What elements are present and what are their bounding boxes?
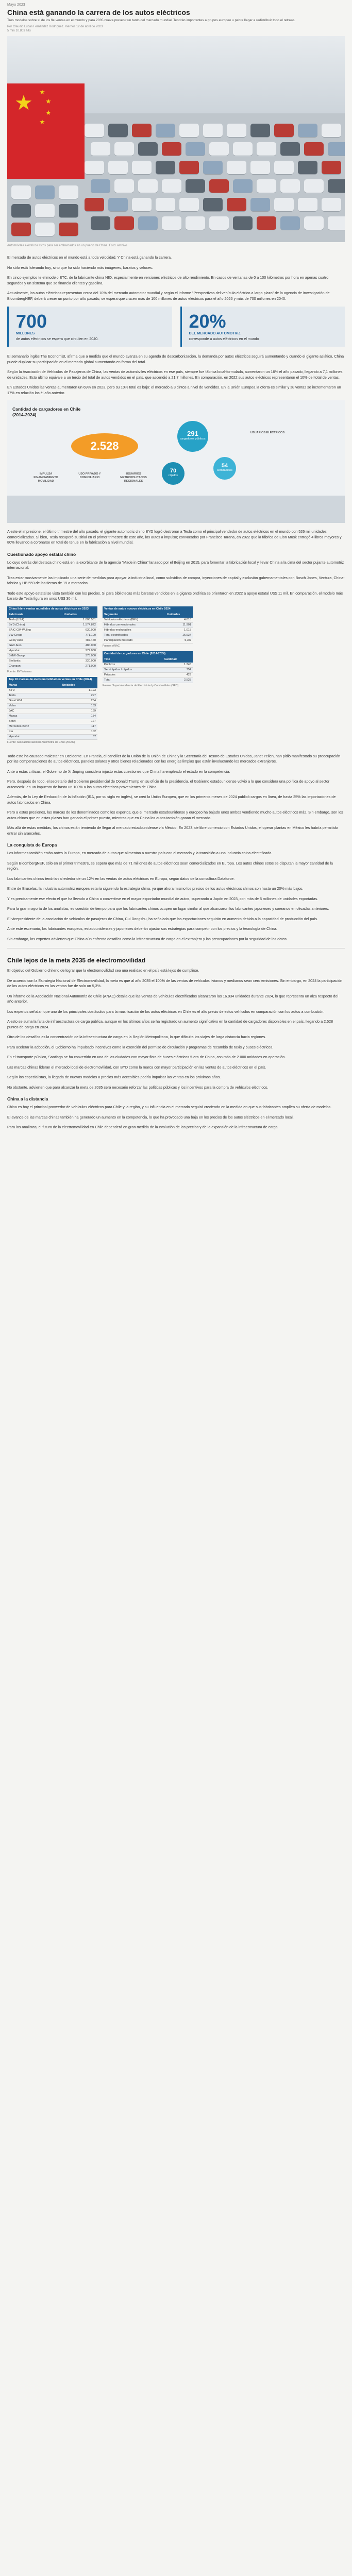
parked-car — [257, 142, 276, 156]
table-header: Unidades — [61, 683, 97, 688]
parked-car — [138, 179, 158, 193]
china-flag-graphic — [7, 83, 85, 179]
table-cell-value: 487.460 — [62, 638, 97, 643]
parked-car — [59, 185, 78, 199]
parked-car — [304, 142, 324, 156]
infographic-bubble — [162, 462, 185, 485]
paragraph: El mercado de autos eléctricos en el mundo está a toda velocidad. Y China está ganando la carrera. — [7, 255, 172, 260]
table-cell-value: 1.574.822 — [62, 622, 97, 628]
parked-car — [179, 161, 199, 174]
parked-car — [322, 198, 341, 211]
table-cell-label: Total electrificados — [103, 633, 165, 638]
table-row — [103, 622, 193, 628]
paragraph: Tras estar masivamente las implicado una serie de medidas para apoyar la industria local, como subsidios de compra, inyecciones de capital y exclusión gubernamentales con Bosch Jones, Ventura, China-fabrica y HB 559 de las tierras de 19 a mercados. — [7, 575, 345, 585]
table-row — [7, 628, 97, 633]
table-row — [103, 638, 193, 643]
bubble-value: 54 — [221, 463, 228, 469]
paragraph: Lo cuyo detrás del destaca chino está en la exorbitante de la agencia "Made in China" lanzado por el Beijing en 2015, para fomentar la fabricación local y llevar China a la cima del sector pujante automotriz internacional. — [7, 560, 344, 570]
table-cell-value: 1.015 — [165, 628, 193, 633]
infographic-legend-item: USUARIOS METROPOLITANOS REGIONALES — [120, 472, 147, 483]
table-cell-value: 16.934 — [165, 633, 193, 638]
table-row — [103, 663, 193, 668]
parked-car — [35, 223, 55, 236]
parked-car — [203, 124, 223, 137]
parked-car — [209, 216, 229, 230]
chargers-table — [103, 657, 193, 683]
table-header: Cantidad — [163, 657, 193, 663]
paragraph: No sólo está liderando hoy, sino que ha sido haciendo más imágenes, baratos y veloces. — [7, 265, 153, 270]
paragraph: Según la Asociación de Vehículos de Pasajeros de China, las ventas de automóviles eléctricos en ese país, siempre fue fábrica local-formulada, aumentaron un 16% el año pasado, llegando a 7,1 millones de unidades. Esto último equivale a un tercio del total de autos vendidos en el país, que ascendió a 21,7 millones. En comparación, en 2022 sus autos eléctricos representaron el 10% del total de ventas. — [7, 369, 343, 380]
paragraph: De acuerdo con la Estrategia Nacional de Electromovilidad, la meta es que al año 2035 el 100% de las ventas de vehículos livianos y medianos sean cero emisiones. Sin embargo, en 2024 la participación de los autos eléctricos en las ventas fue de solo un 5,3%. — [7, 978, 343, 988]
table-row — [103, 667, 193, 672]
section-heading: Cuestionado apoyo estatal chino — [7, 551, 76, 557]
flag-star-icon: ★ — [45, 97, 52, 105]
table-cell-value: 154 — [61, 714, 97, 719]
parked-car — [85, 161, 104, 174]
table-cell-value: 1.193 — [61, 688, 97, 693]
table-header: Unidades — [165, 612, 193, 618]
infographic-bubble — [177, 421, 208, 452]
paragraph: Para acelerar la adopción, el Gobierno ha impulsado incentivos como la exención del permiso de circulación y programas de recambio de taxis y buses eléctricos. — [7, 1044, 274, 1049]
paragraph: En el transporte público, Santiago se ha convertido en una de las ciudades con mayor flota de buses eléctricos fuera de China, con más de 2.000 unidades en operación. — [7, 1055, 286, 1059]
parked-car — [304, 216, 324, 230]
table-title: China lidera ventas mundiales de autos eléctricos en 2023 — [7, 606, 97, 612]
parked-car — [298, 161, 317, 174]
europa-section — [7, 851, 345, 942]
parked-car — [209, 179, 229, 193]
table-cell-label: VW Group — [7, 633, 62, 638]
table-cell-value: 117 — [61, 724, 97, 729]
stat-label: DEL MERCADO AUTOMOTRIZ — [189, 332, 241, 335]
table-cell-label: Hyundai — [7, 734, 61, 739]
table-source: Fuente: ANAC — [103, 644, 120, 648]
table-cell-value: 1.808.581 — [62, 618, 97, 623]
table-header: Unidades — [62, 612, 97, 618]
infographic-legend-item: USO PRIVADO Y DOMICILIARIO — [78, 472, 101, 479]
stat-label: MILLONES — [16, 332, 35, 335]
parked-car — [322, 124, 341, 137]
bubble-label: semirápidos — [217, 469, 232, 472]
paragraph: Los fabricantes chinos tendrían alrededor de un 12% en las ventas de autos eléctricos en Europa, según datos de la consultora Dataforce. — [7, 876, 235, 881]
article-meta: 5 min 10.803 hits — [7, 29, 31, 32]
table-cell-value: 771.100 — [62, 633, 97, 638]
table-cell-label: Participación mercado — [103, 638, 165, 643]
parked-car — [91, 179, 110, 193]
table-row — [103, 633, 193, 638]
article-kicker: Mayo 2023 — [7, 3, 25, 7]
table-cell-label: Mercedes-Benz — [7, 724, 61, 729]
table-cell-value: 254 — [61, 698, 97, 703]
parked-car — [186, 216, 205, 230]
parked-car — [108, 198, 128, 211]
parked-car — [138, 216, 158, 230]
parked-car — [328, 142, 345, 156]
parked-car — [274, 124, 294, 137]
flag-star-icon: ★ — [39, 118, 45, 126]
table-header: Fabricante — [7, 612, 62, 618]
flag-star-icon: ★ — [39, 88, 45, 96]
table-row — [7, 703, 97, 708]
bubble-label: rápidos — [168, 474, 178, 477]
table-cell-value: 1.345 — [163, 663, 193, 668]
parked-car — [250, 198, 270, 211]
article — [7, 0, 345, 1130]
paragraph: Ante a estas críticas, el Gobierno de Xi Jinping considera injusto estas cuestiones que China ha empleado el estado en la competencia. — [7, 769, 230, 774]
parked-car — [132, 198, 152, 211]
bubble-value: 70 — [170, 468, 177, 474]
paragraph: Entre de Bruselas, la industria automotriz europea estaría siguiendo la estrategia china, ya que ahora mismo los precios de los autos eléctricos chinos son hasta un 20% más bajos. — [7, 886, 304, 891]
paragraph: A este el impresione, el último trimestre del año pasado, el gigante automotriz chino BYD logró destronar a Tesla como el principal vendedor de autos eléctricos en el mundo con 526 mil unidades comercializadas. Si bien, Tesla recuperó su sitial en el primer trimestre de este año, los autos a impulso; convocados por Francisco Tarana, en 2022 que la fábrica de Elon Musk entregó 4 libros mayores y 80% llevando a coronarse en total de tenue en la fabricación a nivel mundial. — [7, 529, 342, 545]
parked-car — [257, 216, 276, 230]
paragraph: Para la gran mayoría de los analistas, es cuestión de tiempo para que los fabricantes chinos ocupen un lugar similar al que alcanzaron los fabricantes japoneses y coreanos en décadas anteriores. — [7, 906, 329, 911]
table-cell-value: 2.528 — [163, 677, 193, 683]
parked-car — [132, 161, 152, 174]
table-row — [7, 618, 97, 623]
table-cell-label: Semirápidos / rápidos — [103, 667, 163, 672]
table-row — [7, 714, 97, 719]
table-cell-value: 429 — [163, 672, 193, 677]
table-source: Fuente: EV Volumes — [7, 670, 32, 673]
parked-car — [179, 198, 199, 211]
table-cell-label: BMW Group — [7, 653, 62, 658]
parked-car — [162, 179, 181, 193]
parked-car — [179, 124, 199, 137]
paragraph: Un informe de la Asociación Nacional Automotriz de Chile (ANAC) detalla que las ventas de vehículos electrificados alcanzaron las 16.934 unidades durante 2024, lo que representa un alza respecto del año anterior. — [7, 993, 339, 1004]
parked-car — [59, 204, 78, 217]
table-row — [7, 643, 97, 648]
table-cell-value: 630.000 — [62, 628, 97, 633]
table-cell-label: BYD — [7, 688, 61, 693]
parked-car — [186, 142, 205, 156]
parked-car — [156, 124, 175, 137]
parked-car — [328, 179, 345, 193]
policy-section — [7, 754, 345, 837]
paragraph: Según los especialistas, la llegada de nuevos modelos a precios más accesibles podría impulsar las ventas en los próximos años. — [7, 1075, 221, 1079]
table-cell-label: Tesla — [7, 693, 61, 698]
table-cell-label: Hyundai — [7, 648, 62, 653]
parked-car — [35, 204, 55, 217]
table-row — [103, 677, 193, 683]
parked-car — [138, 142, 158, 156]
section-heading: Chile lejos de la meta 2035 de electromovilidad — [7, 957, 146, 964]
table-cell-value: 5,3% — [165, 638, 193, 643]
table-cell-label: Stellantis — [7, 658, 62, 664]
parked-car — [186, 179, 205, 193]
table-cell-label: Públicos — [103, 663, 163, 668]
parked-car — [108, 124, 128, 137]
infographic-cars-strip — [7, 496, 345, 523]
table-cell-value: 277.000 — [62, 648, 97, 653]
parked-car — [250, 124, 270, 137]
parked-car — [233, 142, 253, 156]
table-cell-label: Geely Auto — [7, 638, 62, 643]
chile-section — [7, 968, 345, 1090]
parked-car — [108, 161, 128, 174]
segment-table — [103, 612, 193, 643]
sales-table — [7, 612, 97, 669]
paragraph: En Estados Unidos las ventas aumentaron un 69% en 2023, pero su 10% total es bajo: el mercado a 3 cintos a nivel de vendidos. En la Unión Europea la oferta es similar y su ventas se incrementaron un 17% en relación los él año anterior. — [7, 385, 341, 395]
stats-panel — [7, 307, 345, 347]
parked-car — [233, 216, 253, 230]
paragraph: En cinco ejemplos te el modelo ETC, de la fabricante china NIO, especialmente en versiones eléctricos de alto rendimiento. En casos de ventanas de 0 a 100 kilómetros por hora en apenas cuatro segundos y un sistema que se financia clientes y gasolina. — [7, 275, 329, 285]
table-source: Fuente: Superintendencia de Electricidad y Combustibles (SEC) — [103, 684, 179, 687]
parked-car — [85, 198, 104, 211]
table-row — [7, 688, 97, 693]
flag-star-icon: ★ — [45, 109, 52, 116]
parked-car — [85, 124, 104, 137]
stat-number: 20% — [189, 311, 226, 332]
stat-description: de autos eléctricos se espera que circulen en 2040. — [16, 337, 98, 341]
table-row — [7, 698, 97, 703]
parked-car — [203, 198, 223, 211]
parked-car — [227, 161, 246, 174]
table-title: Top 10 marcas de electromovilidad en ventas en Chile (2024) — [7, 677, 97, 683]
table-source: Fuente: Asociación Nacional Automotriz de Chile (ANAC) — [7, 740, 75, 744]
parked-car — [11, 223, 31, 236]
table-cell-label: BMW — [7, 719, 61, 724]
parked-car — [227, 198, 246, 211]
paragraph: El objetivo del Gobierno chileno de lograr que la electromovilidad sea una realidad en el país está lejos de cumplirse. — [7, 968, 199, 973]
parked-car — [162, 216, 181, 230]
table-row — [7, 622, 97, 628]
tables-block — [7, 606, 345, 748]
table-cell-value: 320.000 — [62, 658, 97, 664]
table-cell-label: Tesla (USA) — [7, 618, 62, 623]
table-cell-value: 297 — [61, 693, 97, 698]
parked-car — [322, 161, 341, 174]
infographic-legend-item: IMPULSA FINANCIAMIENTO MOVILIDAD — [33, 472, 58, 483]
parked-car — [298, 198, 317, 211]
table-cell-value: 127 — [61, 719, 97, 724]
table-row — [7, 719, 97, 724]
table-title: Ventas de autos nuevos eléctricos en Chile 2024 — [103, 606, 193, 612]
stat-number: 700 — [16, 311, 47, 332]
table-cell-value: 375.000 — [62, 653, 97, 658]
table-cell-label: Volvo — [7, 703, 61, 708]
table-cell-label: Great Wall — [7, 698, 61, 703]
table-cell-label: Privados — [103, 672, 163, 677]
parked-car — [156, 198, 175, 211]
parked-car — [59, 223, 78, 236]
parked-car — [298, 124, 317, 137]
paragraph: Para los analistas, el futuro de la electromovilidad en Chile dependerá en gran medida de la evolución de los precios y de la expansión de la infraestructura de carga. — [7, 1125, 279, 1129]
paragraph: Actualmente, los autos eléctricos representan cerca del 10% del mercado automotor mundial y según el informe "Perspectivas del vehículo eléctrico a largo plazo" de la agencia de investigación de BloombergNEF, deberá crecer un punto por año pasado, se espera que crucen más de 100 millones de autos eléctricos para el año 2026 y más de 700 millones en 2040. — [7, 291, 330, 301]
paragraph: China es hoy el principal proveedor de vehículos eléctricos para Chile y la región, y su influencia en el mercado seguirá creciendo en la medida en que sus fabricantes amplíen su oferta de modelos. — [7, 1105, 332, 1109]
paragraph: El vicepresidente de la asociación de vehículos de pasajeros de China, Cui Dongshu, ha señalado que las exportaciones seguirán en aumento debido a la capacidad de producción del país. — [7, 916, 318, 921]
table-cell-label: Total — [103, 677, 163, 683]
paragraph: Los informes también están antes la Europa, en mercado de autos que alimentan a nuestro país con el mercado y la transición a una industria china electrificada. — [7, 851, 273, 855]
paragraph: Pero a estas presiones, las marcas de los denominados como los expertos, que el mercado estadounidense y europeo ha bajado unos ambos vendiendo mucho autos eléctricos más. Sin embargo, son los autos chinos que en estas plazas han ganado el primer puesto, mientras que en China los autos también ganan el mercado. — [7, 810, 343, 820]
tables-right-column — [103, 606, 193, 748]
infographic-total: 2.528 — [71, 433, 138, 459]
parked-car — [233, 179, 253, 193]
bubble-value: 291 — [187, 430, 198, 437]
parked-car — [227, 124, 246, 137]
hero-image — [7, 36, 345, 242]
section-heading: China a la distancia — [7, 1096, 48, 1101]
parked-car — [250, 161, 270, 174]
table-cell-value: 754 — [163, 667, 193, 672]
parked-car — [11, 204, 31, 217]
table-row — [7, 734, 97, 739]
stat-card — [7, 307, 172, 347]
flag-big-star-icon: ★ — [14, 92, 33, 114]
stat-card — [180, 307, 345, 347]
parked-car — [274, 198, 294, 211]
article-lead: Tres modelos sobre sí de los fle ventas en el mundo y para 2035 nueva prevenir un tanto del mercado mundial. Tendrán importantes a grupos europeo u pebre llegar a redistribuir todo el retraso. — [7, 19, 295, 22]
paragraph: A esto se suma la falta de infraestructura de carga pública, aunque en los últimos años se ha registrado un aumento significativo en la cantidad de cargadores disponibles en el país, llegando a 2.528 puntos de carga en 2024. — [7, 1019, 333, 1029]
table-row — [103, 672, 193, 677]
parked-car — [162, 142, 181, 156]
parked-car — [328, 216, 345, 230]
table-title: Cantidad de cargadores en Chile (2014-2024) — [103, 651, 193, 657]
paragraph: El avance de las marcas chinas también ha generado un aumento en la competencia, lo que ha provocado una baja en los precios de los autos eléctricos en el mercado local. — [7, 1114, 294, 1120]
table-cell-label: Híbridos enchufables — [103, 628, 165, 633]
stat-description: corresponde a autos eléctricos en el mundo — [189, 337, 259, 341]
parked-car — [280, 216, 300, 230]
paragraph: Otro de los desafíos es la concentración de la infraestructura de carga en la Región Metropolitana, lo que dificulta los viajes de larga distancia hacia regiones. — [7, 1035, 266, 1039]
parked-car — [280, 142, 300, 156]
table-header: Tipo — [103, 657, 163, 663]
paragraph: Más allá de estas medidas, los chinos están temiendo de llegar al mercado estadounidense vía México. En 2023, de libre comercio con Estados Unidos, el operar plantas en México les habría permitido entrar sin aranceles. — [7, 825, 338, 836]
section-heading: La conquista de Europa — [7, 842, 57, 848]
parked-car — [274, 161, 294, 174]
table-cell-value: 102 — [61, 729, 97, 734]
parked-car — [91, 216, 110, 230]
article-byline: Por Claudio Lucas Fernández Rodríguez. Viernes 12 de abril de 2023 — [7, 25, 103, 28]
table-cell-label: GAC Aion — [7, 643, 62, 648]
parked-car — [35, 185, 55, 199]
parked-car — [209, 142, 229, 156]
table-header: Segmento — [103, 612, 165, 618]
paragraph: Además, de la Ley de Reducción de la Inflación (IRA, por su sigla en inglés), se creó la Unión Europea, que en los primeros meses de 2024 publicó cargos en línea, de hasta 25% las importaciones de autos fabricados en China. — [7, 794, 336, 805]
paragraph: Todo esto ha causado malestar en Occidente. En Francia, el canciller de la Unión de la Unión de China y la Secretaría del Tesoro de Estados Unidos, Janet Yellen, han pidió manifestado su preocupación por las compensaciones de autos eléctricos, paneles solares y otros bienes relacionados con las energías limpias que están involucrando los mercados extranjeros. — [7, 753, 340, 764]
brands-table — [7, 683, 97, 740]
table-row — [7, 648, 97, 653]
table-cell-value: 11.901 — [165, 622, 193, 628]
parked-car — [257, 179, 276, 193]
table-header: Marca — [7, 683, 61, 688]
paragraph: Ante este escenario, los fabricantes europeos, estadounidenses y japoneses deberán ajustar sus estrategias para competir con los precios y la tecnología de China. — [7, 926, 277, 931]
table-row — [7, 724, 97, 729]
parked-car — [114, 179, 134, 193]
infographic-title: Cantidad de cargadores en Chile (2014-2024) — [12, 406, 81, 417]
table-row — [103, 628, 193, 633]
infographic-bubble — [213, 457, 236, 480]
tables-left-column — [7, 606, 97, 748]
hero-caption: Automóviles eléctricos listos para ser embarcados en un puerto de China. Foto: archivo — [7, 244, 127, 247]
table-cell-value: 169 — [61, 708, 97, 714]
paragraph: Pero, después de todo, el secretario del Gobierno presidencial de Donald Trump en su oficio de la presidencia, el Gobierno estadounidense volvió a lo que considera una política de apoyo al sector automotriz: en un impuesto de hasta un 100% a los autos eléctricos provenientes de China. — [7, 779, 330, 789]
paragraph: Las marcas chinas lideran el mercado local de electromovilidad, con BYD como la marca con mayor participación en las ventas de autos eléctricos en el país. — [7, 1064, 266, 1070]
paragraph: El semanario inglés The Economist, afirma que a medida que el mundo avanza en su agenda de descarbonización, la demanda por autos eléctricos seguirá aumentando y cuando el gigante asiático, China puede duplicar su participación en el mercado global aumentando en forma del total. — [7, 354, 344, 364]
table-row — [7, 729, 97, 734]
paragraph: Todo este apoyo estatal se vista también con los precios. Si para bibliotecas más baratas vendidos en la gigante ondirica se orientaron en 2022 a apoyo estatal US$ 11 mil. En comparación, el modelo más barato de Tesla figura en unos US$ 30 mil. — [7, 590, 343, 601]
table-cell-value: 480.000 — [62, 643, 97, 648]
table-cell-label: Vehículos eléctricos (BEV) — [103, 618, 165, 623]
bubble-label: cargadores públicos — [180, 437, 206, 440]
article-title: China está ganando la carrera de los autos eléctricos — [7, 8, 190, 16]
table-row — [7, 658, 97, 664]
parked-car — [280, 179, 300, 193]
paragraph: Sin embargo, los expertos advierten que China aún enfrenta desafíos como la infraestructura de carga en el extranjero y las preocupaciones por la seguridad de los datos. — [7, 936, 288, 941]
table-cell-value: 183 — [61, 703, 97, 708]
chargers-infographic — [7, 400, 345, 523]
table-cell-label: JAC — [7, 708, 61, 714]
table-row — [7, 633, 97, 638]
table-row — [103, 618, 193, 623]
parked-car — [203, 161, 223, 174]
paragraph: Y es precisamente ese efecto el que ha llevado a China a convertirse en el mayor exportador mundial de autos, superando a Japón en 2023, con más de 5 millones de unidades exportadas. — [7, 896, 319, 901]
table-row — [7, 708, 97, 714]
table-row — [7, 653, 97, 658]
table-cell-label: Maxus — [7, 714, 61, 719]
parked-car — [156, 161, 175, 174]
paragraph: Según BloombergNEF, sólo en el primer trimestre, se espera que más de 71 millones de autos eléctricos sean comercializados en Europa. Los autos chinos estos se disputan la mayor cantidad de la región. — [7, 860, 333, 871]
parked-car — [11, 185, 31, 199]
parked-car — [91, 142, 110, 156]
table-cell-label: Kia — [7, 729, 61, 734]
paragraph: No obstante, advierten que para alcanzar la meta de 2035 será necesario reforzar las políticas públicas y los incentivos para la compra de vehículos eléctricos. — [7, 1084, 269, 1090]
parked-car — [304, 179, 324, 193]
table-cell-label: Changan — [7, 664, 62, 669]
infographic-legend-item: USUARIOS ELÉCTRICOS — [250, 431, 284, 434]
table-row — [7, 664, 97, 669]
parked-car — [114, 216, 134, 230]
table-cell-label: SAIC-GM-Wuling — [7, 628, 62, 633]
parked-car — [114, 142, 134, 156]
table-cell-label: Híbridos convencionales — [103, 622, 165, 628]
parked-car — [132, 124, 152, 137]
table-cell-value: 4.018 — [165, 618, 193, 623]
paragraph: Los expertos señalan que uno de los principales obstáculos para la masificación de los autos eléctricos en Chile es el alto precio de estos vehículos en comparación con los autos a combustión. — [7, 1009, 325, 1014]
table-row — [7, 638, 97, 643]
table-cell-value: 87 — [61, 734, 97, 739]
table-cell-label: BYD (China) — [7, 622, 62, 628]
chile-closing-section — [7, 1105, 345, 1130]
table-cell-value: 271.000 — [62, 664, 97, 669]
table-row — [7, 693, 97, 698]
